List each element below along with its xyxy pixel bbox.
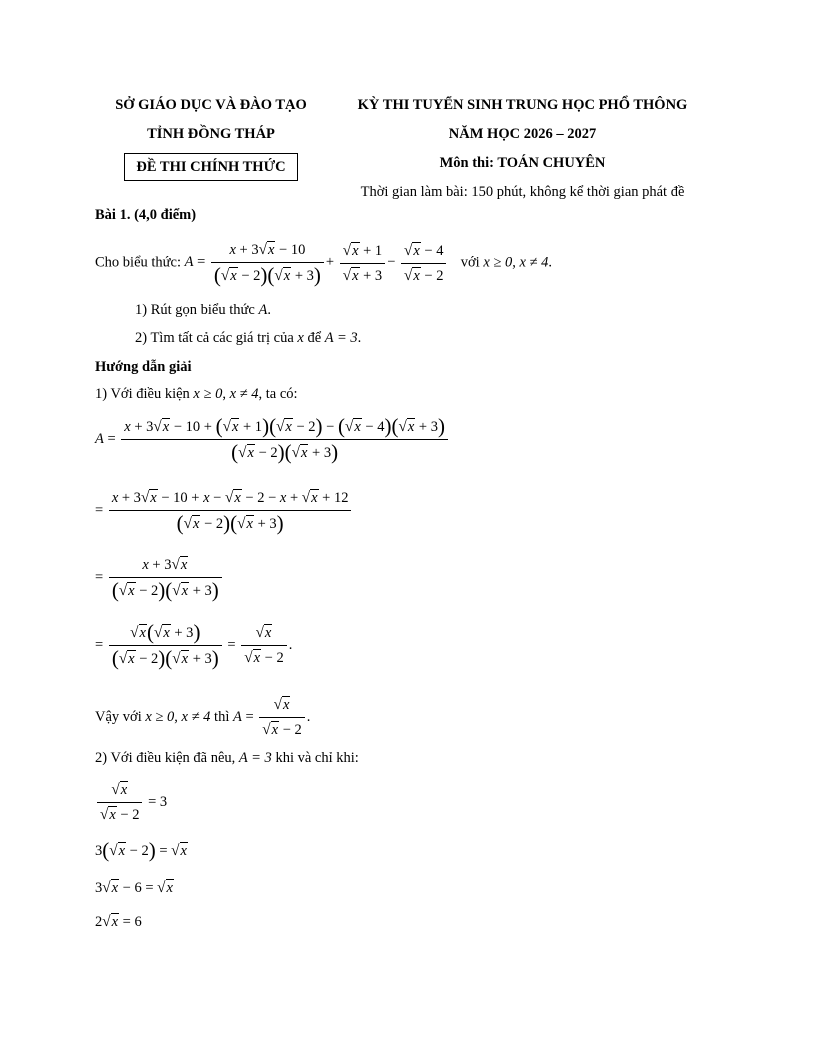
derivation-line-1: A = $\frac{x + 3√x - 10 + (√x + 1)(√x - 2) - (√x - 4)(√x + 3)}{(√x - 2)(√x + 3)}$: [95, 416, 450, 463]
province-name: TỈNH ĐỒNG THÁP: [147, 126, 275, 142]
exam-name: KỲ THI TUYỂN SINH TRUNG HỌC PHỔ THÔNG: [357, 97, 688, 113]
subject: Môn thi: TOÁN CHUYÊN: [439, 155, 606, 171]
part-1-text: 1) Rút gọn biểu thức: [135, 302, 255, 318]
problem-title: Bài 1. (4,0 điểm): [95, 207, 197, 223]
part-2-eq: A = 3: [324, 330, 358, 346]
school-year: NĂM HỌC 2026 – 2027: [448, 126, 597, 142]
equation-rhs: = 3: [148, 793, 168, 810]
header-right: [335, 95, 710, 211]
equation-line-4: 2√x = 6: [95, 913, 142, 930]
equation-line-2: 3(√x − 2) = √x: [95, 838, 187, 862]
part-1-var: A: [258, 302, 268, 318]
header-left: [100, 95, 322, 182]
step-1-cond2: x ≠ 4: [229, 386, 259, 402]
derivation-line-3: = $\frac{x + 3√x}{(√x - 2)(√x + 3)}$: [95, 555, 224, 601]
equation-result: 6: [134, 914, 142, 930]
derivation-line-4: = $\frac{√x(√x + 3)}{(√x - 2)(√x + 3)}$ = $\frac{√x}{√x - 2}$ .: [95, 620, 293, 670]
step-2-suffix: khi và chỉ khi:: [275, 750, 359, 766]
official-exam-box: ĐỀ THI CHÍNH THỨC: [124, 153, 297, 181]
expression-formula: A = $\frac{x + 3√x - 10}{(√x - 2)(√x + 3)}$ + $\frac{√x + 1}{√x + 3}$ − $\frac{√x - 4}{√x - 2}$: [185, 254, 452, 270]
conclusion-prefix: Vậy với: [95, 708, 142, 725]
part-2-text: 2) Tìm tất cả các giá trị của: [135, 330, 294, 346]
step-1-intro: 1) Với điều kiện x ≥ 0, x ≠ 4, ta có:: [95, 386, 298, 402]
conclusion-cond2: x ≠ 4: [181, 708, 211, 725]
intro-text: Cho biểu thức:: [95, 254, 181, 271]
equation-line-1: $\frac{√x}{√x - 2}$ = 3: [95, 780, 167, 825]
department-name: SỞ GIÁO DỤC VÀ ĐÀO TẠO: [115, 97, 307, 113]
solution-title: Hướng dẫn giải: [95, 359, 192, 375]
time-info: Thời gian làm bài: 150 phút, không kể thời gian phát đề: [360, 184, 685, 200]
with-word: với: [460, 254, 480, 271]
step-2-prefix: 2) Với điều kiện đã nêu,: [95, 750, 236, 766]
conclusion-then: thì: [214, 708, 230, 725]
part-2-var: x: [297, 330, 304, 346]
step-2-eq: A = 3: [238, 750, 272, 766]
conclusion-line: Vậy với x ≥ 0, x ≠ 4 thì A = $\frac{√x}{√x - 2}$ .: [95, 696, 311, 738]
part-2: 2) Tìm tất cả các giá trị của x để A = 3.: [135, 330, 362, 346]
step-1-suffix: , ta có:: [258, 386, 298, 402]
condition-2: x ≠ 4: [519, 254, 549, 271]
step-2-intro: [95, 748, 359, 768]
step-1-prefix: 1) Với điều kiện: [95, 386, 190, 402]
part-1: 1) Rút gọn biểu thức A.: [135, 302, 271, 318]
equation-line-3: 3√x − 6 = √x: [95, 879, 173, 896]
problem-expression: Cho biểu thức: A = $\frac{x + 3√x - 10}{(√x - 2)(√x + 3)}$ + $\frac{√x + 1}{√x + 3}$ − $\frac{√x - 4}{√x - 2}$ với x ≥ 0, x ≠ 4.: [95, 241, 552, 287]
part-2-mid: để: [307, 330, 322, 346]
step-1-cond1: x ≥ 0: [193, 386, 223, 402]
condition-1: x ≥ 0: [483, 254, 513, 271]
conclusion-cond1: x ≥ 0: [145, 708, 175, 725]
derivation-line-2: = $\frac{x + 3√x - 10 + x - √x - 2 - x + √x + 12}{(√x - 2)(√x + 3)}$: [95, 488, 353, 534]
